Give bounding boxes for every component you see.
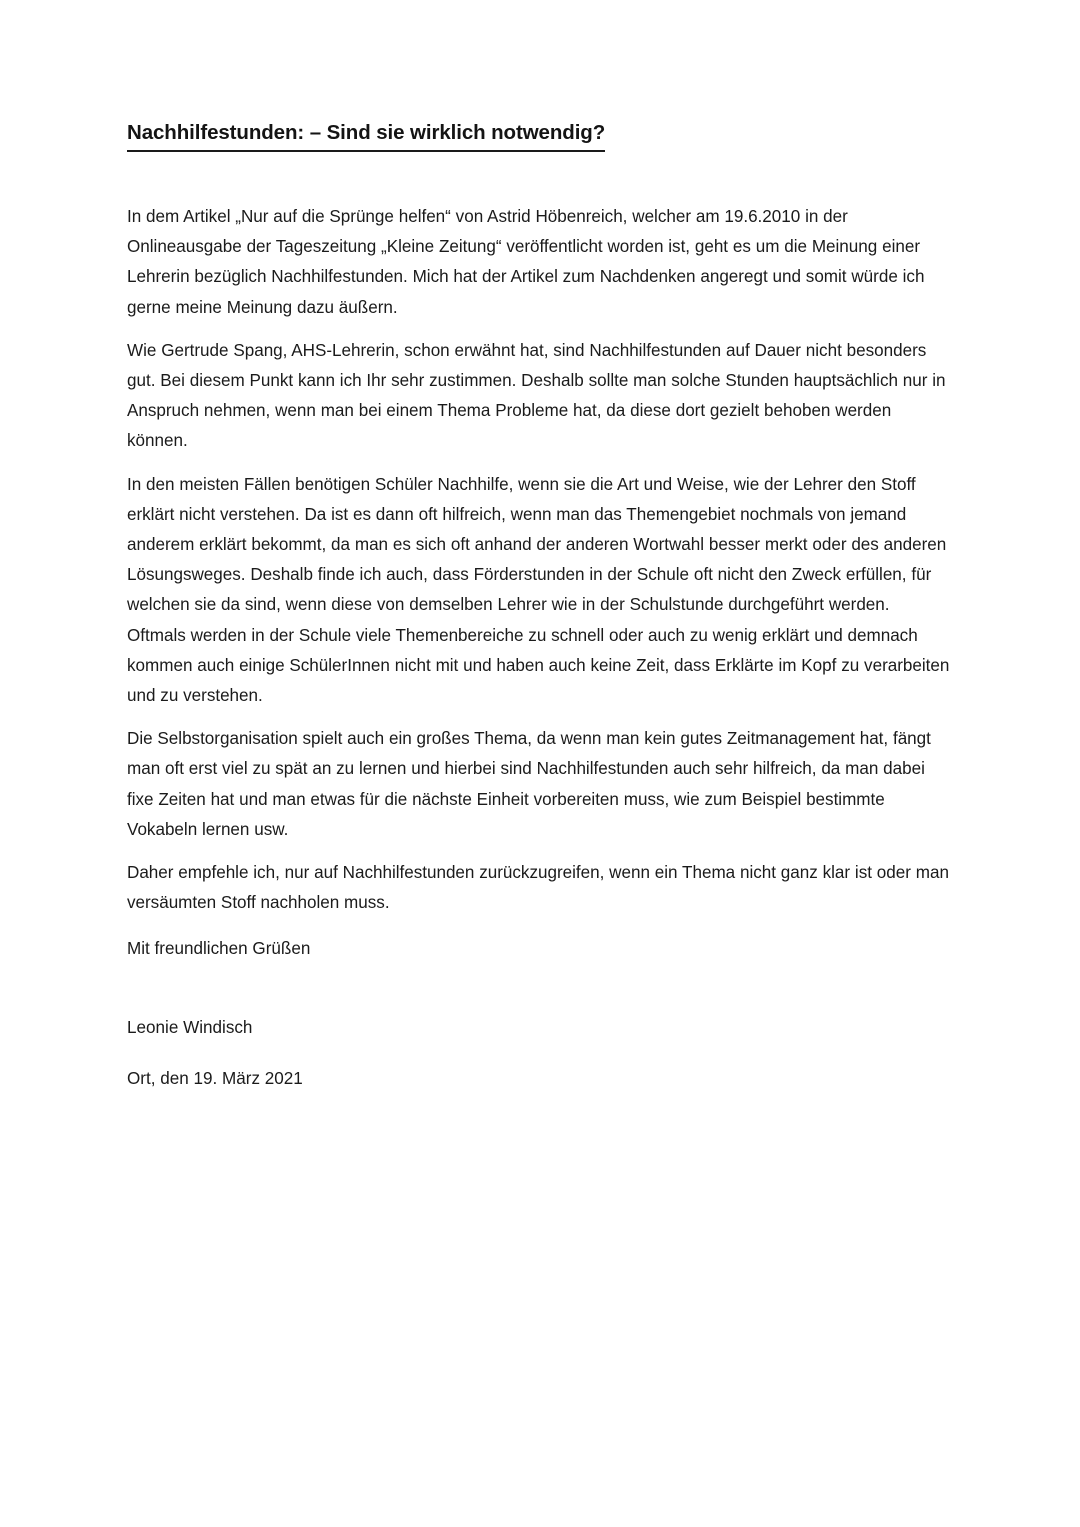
body-paragraph-4: Die Selbstorganisation spielt auch ein großes Thema, da wenn man kein gutes Zeitmanagement hat, fängt man oft erst viel zu spät an zu lernen und hierbei sind Nachhilfestunden auch sehr hilfreich, da man dabei fixe Zeiten hat und man etwas für die nächste Einheit vorbereiten muss, wie zum Beispiel bestimmte Vokabeln lernen usw.: [127, 729, 931, 839]
document-body: [127, 118, 953, 1094]
place-and-date: Ort, den 19. März 2021: [127, 1068, 303, 1088]
signature-space: [127, 965, 953, 1013]
closing-spacer: [127, 1043, 953, 1064]
body-paragraph-2: Wie Gertrude Spang, AHS-Lehrerin, schon erwähnt hat, sind Nachhilfestunden auf Dauer nicht besonders gut. Bei diesem Punkt kann ich Ihr sehr zustimmen. Deshalb sollte man solche Stunden hauptsächlich nur in Anspruch nehmen, wenn man bei einem Thema Probleme hat, da diese dort gezielt behoben werden können.: [127, 340, 946, 451]
closing-block: [127, 934, 953, 1094]
body-paragraph-3: In den meisten Fällen benötigen Schüler Nachhilfe, wenn sie die Art und Weise, wie der Lehrer den Stoff erklärt nicht verstehen. Da ist es dann oft hilfreich, wenn man das Themengebiet nochmals von jemand anderem erklärt bekommt, da man es sich oft anhand der anderen Wortwahl besser merkt oder des anderen Lösungsweges. Deshalb finde ich auch, dass Förderstunden in der Schule oft nicht den Zweck erfüllen, für welchen sie da sind, wenn diese von demselben Lehrer wie in der Schulstunde durchgeführt werden. Oftmals werden in der Schule viele Themenbereiche zu schnell oder auch zu wenig erklärt und demnach kommen auch einige SchülerInnen nicht mit und haben auch keine Zeit, dass Erklärte im Kopf zu verarbeiten und zu verstehen.: [127, 474, 950, 706]
closing-salutation: Mit freundlichen Grüßen: [127, 939, 311, 959]
page-title-wrapper: [127, 118, 953, 178]
signature-name: Leonie Windisch: [127, 1017, 253, 1037]
page-title: Nachhilfestunden: – Sind sie wirklich notwendig?: [127, 118, 605, 152]
body-paragraph-1: In dem Artikel „Nur auf die Sprünge helfen“ von Astrid Höbenreich, welcher am 19.6.2010 in der Onlineausgabe der Tageszeitung „Kleine Zeitung“ veröffentlicht worden ist, geht es um die Meinung einer Lehrerin bezüglich Nachhilfestunden. Mich hat der Artikel zum Nachdenken angeregt und somit würde ich gerne meine Meinung dazu äußern.: [127, 207, 925, 317]
body-paragraph-5: Daher empfehle ich, nur auf Nachhilfestunden zurückzugreifen, wenn ein Thema nicht ganz klar ist oder man versäumten Stoff nachholen muss.: [127, 863, 949, 913]
